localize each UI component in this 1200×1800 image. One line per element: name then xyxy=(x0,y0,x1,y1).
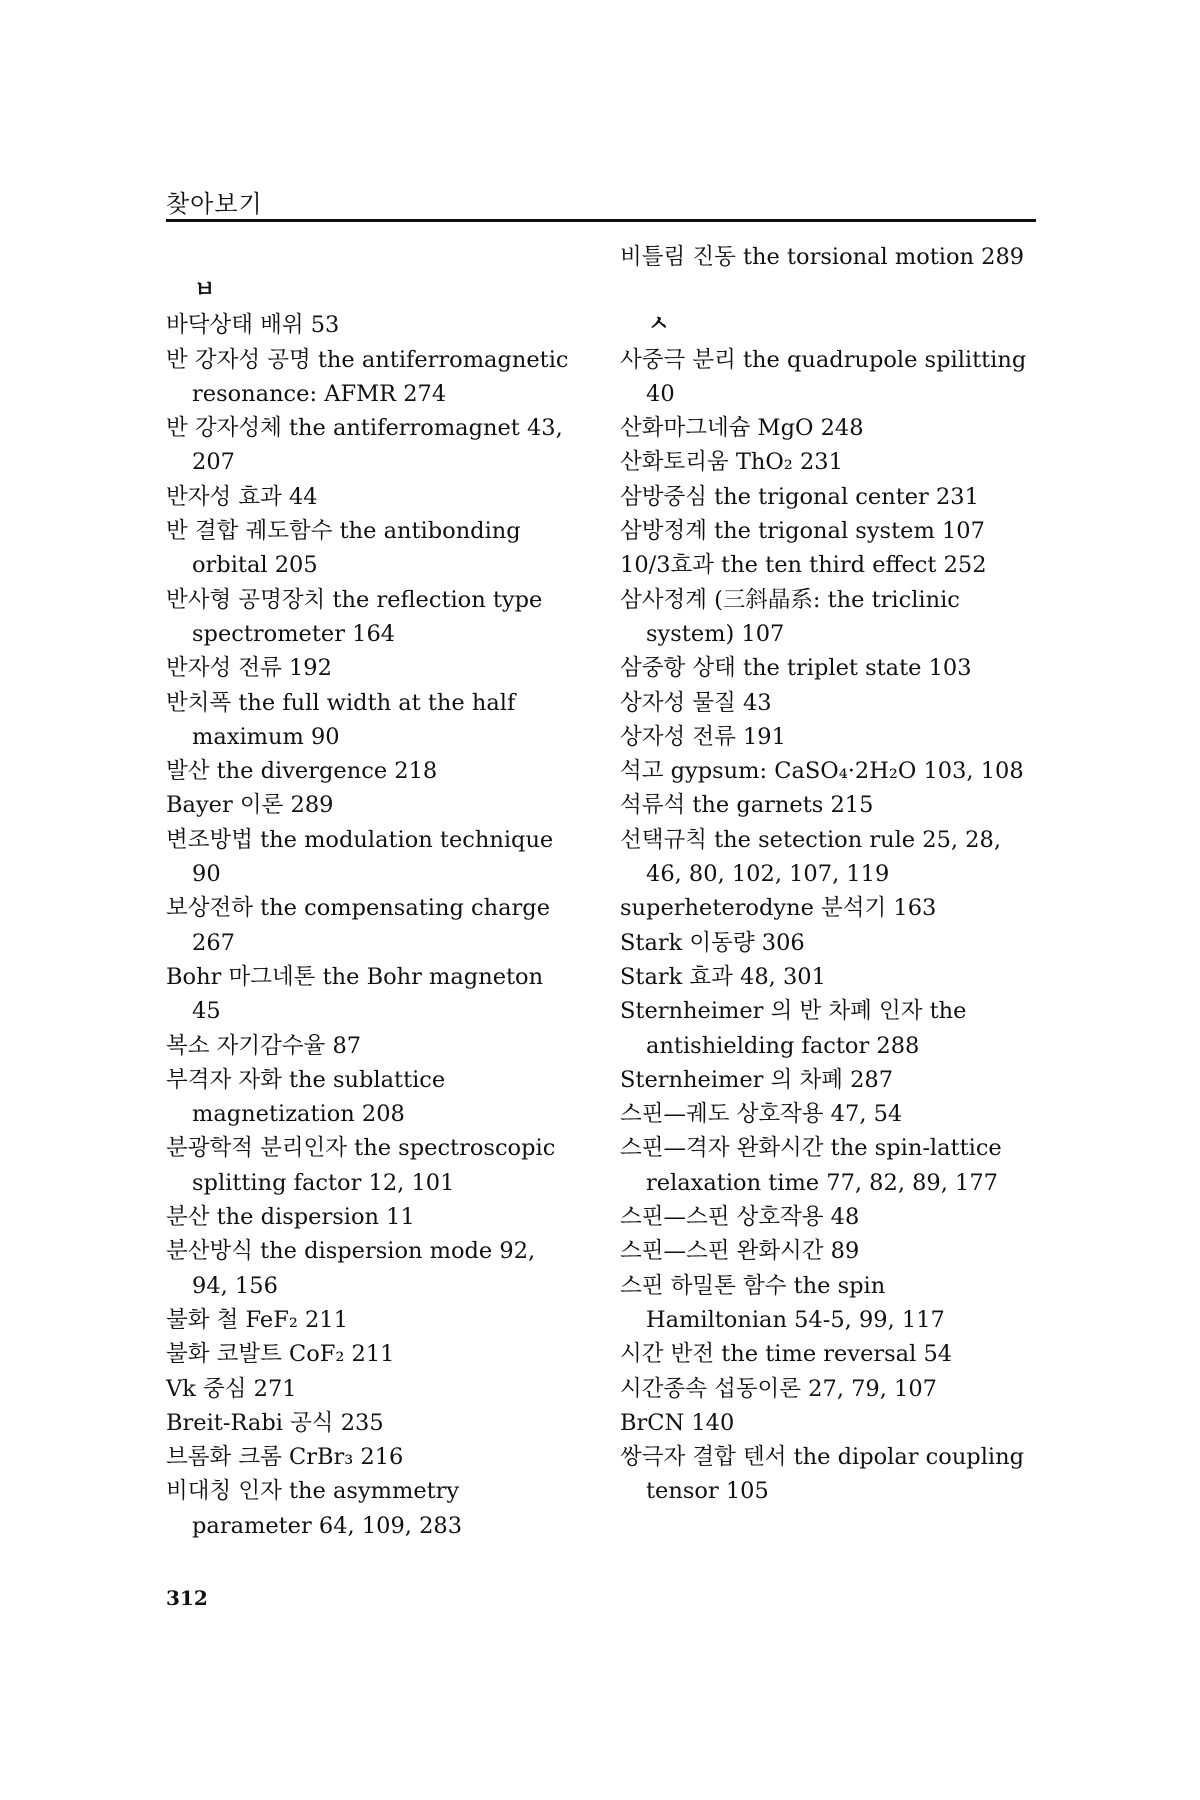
index-entry: 반사형 공명장치 the reflection type spectrometer 164 xyxy=(166,586,543,647)
right-column xyxy=(620,240,1030,1509)
index-entry: 반자성 효과 44 xyxy=(166,483,318,510)
index-entry: 변조방법 the modulation technique 90 xyxy=(166,826,554,888)
index-entry: 분산 the dispersion 11 xyxy=(166,1204,415,1231)
index-entry: Sternheimer 의 반 차폐 인자 the antishielding factor 288 xyxy=(620,998,967,1059)
index-entry: 비대칭 인자 the asymmetry parameter 64, 109, 283 xyxy=(166,1478,463,1539)
index-entry: 반 강자성체 the antiferromagnet 43, 207 xyxy=(166,415,563,476)
header-rule xyxy=(166,219,1036,222)
index-entry: 부격자 자화 the sublattice magnetization 208 xyxy=(166,1066,446,1128)
index-entry: 상자성 전류 191 xyxy=(620,723,786,750)
index-entry: 스핀—궤도 상호작용 47, 54 xyxy=(620,1101,903,1128)
index-entry: Bayer 이론 289 xyxy=(166,792,334,819)
index-entry: 스핀—스핀 완화시간 89 xyxy=(620,1238,860,1265)
index-entry: 반 강자성 공명 the antiferromagnetic resonance: AFMR 274 xyxy=(166,346,569,407)
left-column xyxy=(166,240,576,1543)
index-entry: 상자성 물질 43 xyxy=(620,689,772,716)
index-entry: Breit-Rabi 공식 235 xyxy=(166,1409,384,1436)
section-spacer xyxy=(166,240,576,274)
index-entry: 발산 the divergence 218 xyxy=(166,758,438,785)
index-entry: superheterodyne 분석기 163 xyxy=(620,895,937,922)
index-entry: 사중극 분리 the quadrupole spilitting 40 xyxy=(620,346,1027,407)
index-entry: Stark 이동량 306 xyxy=(620,929,805,956)
index-entry: 복소 자기감수율 87 xyxy=(166,1032,362,1059)
index-entry: 반치폭 the full width at the half maximum 90 xyxy=(166,689,516,750)
index-entry: 삼방중심 the trigonal center 231 xyxy=(620,483,979,510)
index-entry: Vk 중심 271 xyxy=(166,1375,297,1402)
index-entry: 브롬화 크롬 CrBr₃ 216 xyxy=(166,1444,404,1471)
index-entry: 반 결합 궤도함수 the antibonding orbital 205 xyxy=(166,518,521,579)
index-entry: 시간 반전 the time reversal 54 xyxy=(620,1341,953,1368)
index-entry: BrCN 140 xyxy=(620,1409,735,1436)
index-entry: 10/3효과 the ten third effect 252 xyxy=(620,552,987,579)
index-entry: 선택규칙 the setection rule 25, 28, 46, 80, 102, 107, 119 xyxy=(620,826,1001,888)
index-entry: 삼중항 상태 the triplet state 103 xyxy=(620,655,972,682)
index-entry: 스핀 하밀톤 함수 the spin Hamiltonian 54-5, 99, 117 xyxy=(620,1272,945,1333)
index-entry: 산화토리움 ThO₂ 231 xyxy=(620,449,843,476)
page-number: 312 xyxy=(166,1586,208,1610)
index-entry: 스핀—스핀 상호작용 48 xyxy=(620,1204,860,1231)
index-entry: Sternheimer 의 차폐 287 xyxy=(620,1066,894,1093)
index-entry: 삼방정계 the trigonal system 107 xyxy=(620,518,985,545)
index-entry: 산화마그네슘 MgO 248 xyxy=(620,415,864,442)
index-entry: 분광학적 분리인자 the spectroscopic splitting factor 12, 101 xyxy=(166,1135,556,1196)
running-head: 찾아보기 xyxy=(166,190,263,218)
index-entry: 반자성 전류 192 xyxy=(166,655,332,682)
index-entry: 쌍극자 결합 텐서 the dipolar coupling tensor 105 xyxy=(620,1444,1024,1505)
index-entry: Bohr 마그네톤 the Bohr magneton 45 xyxy=(166,963,544,1025)
index-entry: 석류석 the garnets 215 xyxy=(620,792,874,819)
section-letter: ㅂ xyxy=(194,278,216,303)
index-entry: 비틀림 진동 the torsional motion 289 xyxy=(620,244,1025,270)
index-entry: 불화 코발트 CoF₂ 211 xyxy=(166,1341,395,1368)
index-entry: Stark 효과 48, 301 xyxy=(620,963,826,990)
index-entry: 삼사정계 (三斜晶系: the triclinic system) 107 xyxy=(620,586,960,647)
index-entry: 석고 gypsum: CaSO₄·2H₂O 103, 108 xyxy=(620,758,1024,785)
index-entry: 스핀—격자 완화시간 the spin-lattice relaxation time 77, 82, 89, 177 xyxy=(620,1135,1002,1196)
index-entry: 시간종속 섭동이론 27, 79, 107 xyxy=(620,1375,937,1402)
index-entry: 보상전하 the compensating charge 267 xyxy=(166,895,551,956)
index-entry: 분산방식 the dispersion mode 92, 94, 156 xyxy=(166,1238,536,1299)
section-letter: ㅅ xyxy=(648,312,670,338)
section-spacer xyxy=(620,274,1030,308)
index-entry: 바닥상태 배위 53 xyxy=(166,312,340,339)
index-entry: 불화 철 FeF₂ 211 xyxy=(166,1306,348,1333)
